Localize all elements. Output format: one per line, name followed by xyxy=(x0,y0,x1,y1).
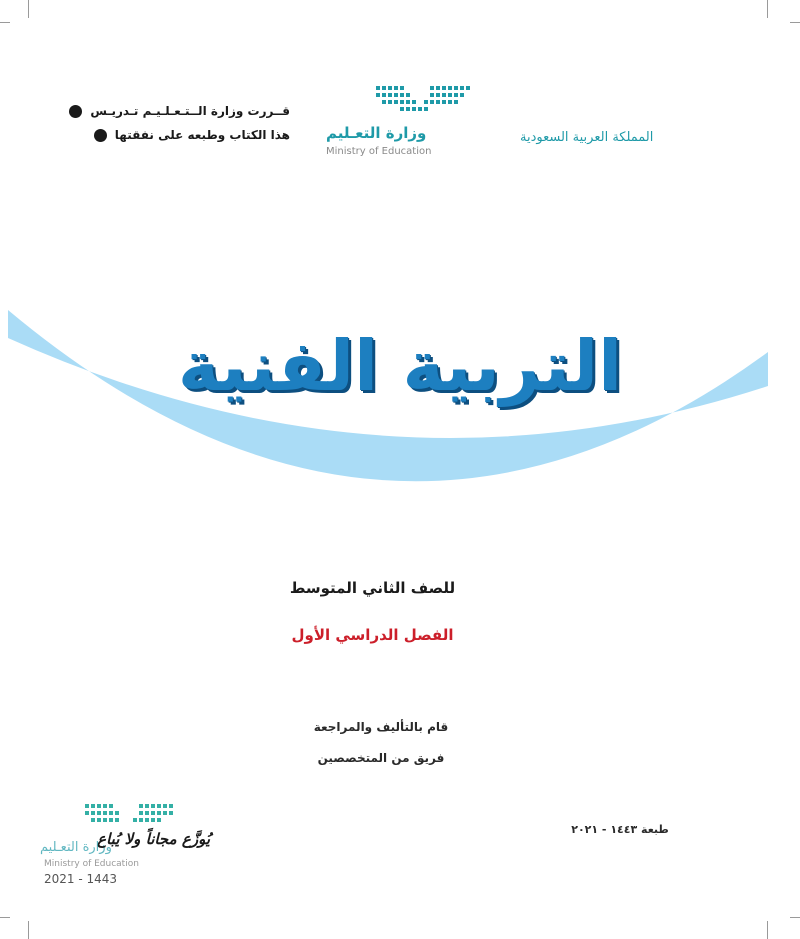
ministry-dots-icon xyxy=(85,802,185,828)
footer-ministry-name-en: Ministry of Education xyxy=(44,859,139,869)
grade-label: للصف الثاني المتوسط xyxy=(289,579,456,597)
footer-year: 2021 - 1443 xyxy=(44,872,118,886)
ministry-name-en: Ministry of Education xyxy=(326,146,432,157)
semester-label: الفصل الدراسي الأول xyxy=(291,626,454,644)
credit-line-1: قام بالتأليف والمراجعة xyxy=(313,720,449,734)
free-distribution-note: يُوزَّع مجاناً ولا يُباع xyxy=(97,830,210,848)
decree-text-1: قــررت وزارة الــتـعـلـيـم تـدريـس xyxy=(90,104,290,118)
footer-ministry-block xyxy=(40,800,210,890)
book-title: التربية الفنية xyxy=(177,325,623,407)
kingdom-name: المملكة العربية السعودية xyxy=(520,130,654,145)
decree-text-2: هذا الكتاب وطبعه على نفقتها xyxy=(114,128,290,142)
edition-label: طبعة ١٤٤٣ - ٢٠٢١ xyxy=(571,823,669,836)
ministry-name-ar: وزارة التعـليم xyxy=(326,124,427,142)
footer-ministry-name-ar: وزارة التعـليم xyxy=(40,840,112,855)
credit-line-2: فريق من المتخصصين xyxy=(317,751,445,765)
